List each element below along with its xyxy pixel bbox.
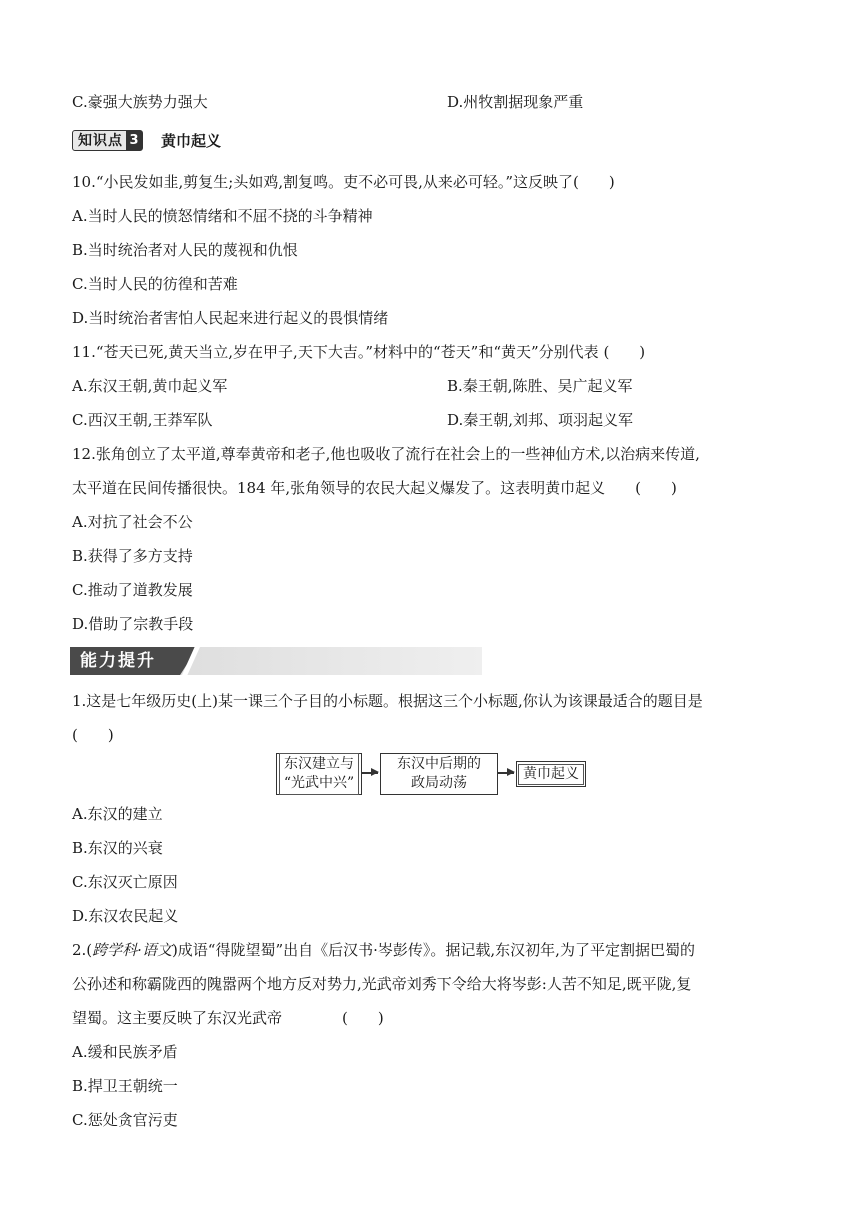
q11-option-b[interactable]: B.秦王朝,陈胜、吴广起义军 xyxy=(447,377,633,395)
q11-option-a[interactable]: A.东汉王朝,黄巾起义军 xyxy=(72,377,228,395)
ab1-option-a[interactable]: A.东汉的建立 xyxy=(72,805,163,823)
q12-option-a[interactable]: A.对抗了社会不公 xyxy=(72,513,193,531)
flow-box-1-line1: 东汉建立与 xyxy=(283,756,354,772)
q12-option-c[interactable]: C.推动了道教发展 xyxy=(72,581,193,599)
ab1-stem-line1: 1.这是七年级历史(上)某一课三个子目的小标题。根据这三个小标题,你认为该课最适合的题目是 xyxy=(72,692,703,710)
q10-option-b[interactable]: B.当时统治者对人民的蔑视和仇恨 xyxy=(72,241,298,259)
flow-arrow-2 xyxy=(498,772,514,774)
q9-option-d[interactable]: D.州牧割据现象严重 xyxy=(447,93,584,111)
ab2-number: 2.( xyxy=(72,941,93,959)
section-heading-text: 能力提升 xyxy=(80,651,156,671)
q10-option-c[interactable]: C.当时人民的彷徨和苦难 xyxy=(72,275,238,293)
knowledge-point-number: 3 xyxy=(126,131,142,150)
q11-option-c[interactable]: C.西汉王朝,王莽军队 xyxy=(72,411,213,429)
ab2-option-c[interactable]: C.惩处贪官污吏 xyxy=(72,1111,178,1129)
flow-box-1 xyxy=(276,753,362,795)
ab2-stem-line2: 公孙述和称霸陇西的隗嚣两个地方反对势力,光武帝刘秀下令给大将岑彭:人苦不知足,既平陇,复 xyxy=(72,975,692,993)
q12-option-d[interactable]: D.借助了宗教手段 xyxy=(72,615,194,633)
flow-box-2-line2: 政局动荡 xyxy=(411,775,467,791)
q12-stem-line2: 太平道在民间传播很快。184 年,张角领导的农民大起义爆发了。这表明黄巾起义 ( ) xyxy=(72,479,677,497)
ab1-option-d[interactable]: D.东汉农民起义 xyxy=(72,907,179,925)
q10-option-a[interactable]: A.当时人民的愤怒情绪和不屈不挠的斗争精神 xyxy=(72,207,373,225)
q11-stem: 11.“苍天已死,黄天当立,岁在甲子,天下大吉。”材料中的“苍天”和“黄天”分别代表 ( ) xyxy=(72,343,646,361)
flow-box-3 xyxy=(516,761,586,787)
ab1-stem-line2: ( ) xyxy=(72,726,114,744)
knowledge-point-badge xyxy=(72,130,143,151)
q12-stem-line1: 12.张角创立了太平道,尊奉黄帝和老子,他也吸收了流行在社会上的一些神仙方术,以治病来传道, xyxy=(72,445,700,463)
flow-box-2-line1: 东汉中后期的 xyxy=(397,756,481,772)
ab2-option-a[interactable]: A.缓和民族矛盾 xyxy=(72,1043,178,1061)
ab1-option-b[interactable]: B.东汉的兴衰 xyxy=(72,839,163,857)
knowledge-point-label: 知识点 xyxy=(78,133,123,149)
ab2-stem-line1 xyxy=(72,939,800,961)
flow-box-1-inner xyxy=(279,753,359,795)
ab2-stem-line3: 望蜀。这主要反映了东汉光武帝 ( ) xyxy=(72,1009,384,1027)
q11-options-row1 xyxy=(72,375,800,397)
q9-options-row xyxy=(72,91,800,113)
flow-box-3-inner: 黄巾起义 xyxy=(518,764,584,785)
q9-option-c[interactable]: C.豪强大族势力强大 xyxy=(72,93,208,111)
q11-options-row2 xyxy=(72,409,800,431)
ab2-tag: 跨学科·语文 xyxy=(92,941,172,959)
knowledge-point-header xyxy=(72,128,221,152)
knowledge-point-title: 黄巾起义 xyxy=(161,131,222,150)
ab2-stem-line1-rest: )成语“得陇望蜀”出自《后汉书·岑彭传》。据记载,东汉初年,为了平定割据巴蜀的 xyxy=(171,941,695,959)
ab2-option-b[interactable]: B.捍卫王朝统一 xyxy=(72,1077,178,1095)
q10-option-d[interactable]: D.当时统治者害怕人民起来进行起义的畏惧情绪 xyxy=(72,309,389,327)
flow-box-2 xyxy=(380,753,498,795)
section-heading-banner xyxy=(70,647,482,675)
flow-arrow-1 xyxy=(362,772,378,774)
q10-stem: 10.“小民发如韭,剪复生;头如鸡,割复鸣。吏不必可畏,从来必可轻。”这反映了( ) xyxy=(72,173,615,191)
q11-option-d[interactable]: D.秦王朝,刘邦、项羽起义军 xyxy=(447,411,634,429)
flow-box-2-text xyxy=(397,755,481,793)
ab1-option-c[interactable]: C.东汉灭亡原因 xyxy=(72,873,178,891)
q12-option-b[interactable]: B.获得了多方支持 xyxy=(72,547,193,565)
flow-box-1-line2: “光武中兴” xyxy=(283,775,355,791)
